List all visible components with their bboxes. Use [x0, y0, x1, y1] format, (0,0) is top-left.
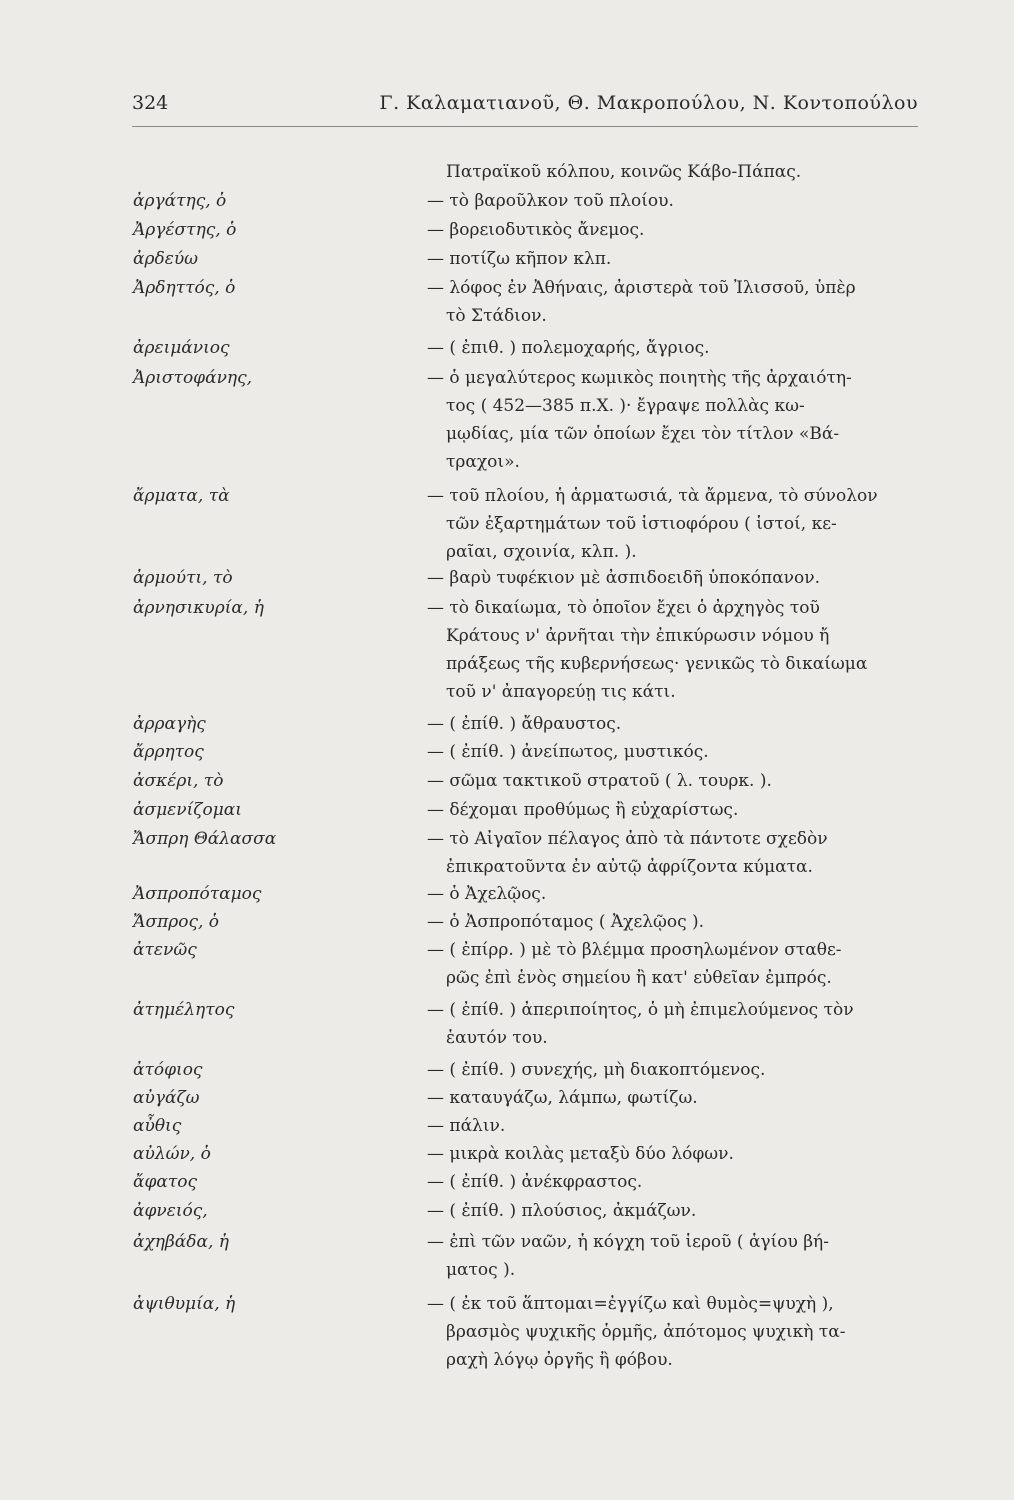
- headword: αὐγάζω: [133, 1088, 200, 1108]
- headword: Ἀργέστης, ὁ: [133, 220, 237, 240]
- definition: [427, 738, 932, 766]
- page-number: 324: [132, 92, 169, 114]
- headword: ἀρμούτι, τὸ: [133, 568, 233, 588]
- definition-line: — ἐπὶ τῶν ναῶν, ἡ κόγχη τοῦ ἱεροῦ ( ἁγίου βή-: [427, 1232, 829, 1252]
- headword: Ἄσπρος, ὁ: [133, 912, 220, 932]
- definition-line: τραχοι».: [446, 452, 520, 472]
- headword: ἀχηβάδα, ἡ: [133, 1232, 229, 1252]
- headword: ἄφατος: [133, 1172, 198, 1192]
- definition: [427, 1056, 932, 1084]
- definition-line: ἑαυτόν του.: [446, 1028, 548, 1048]
- definition-line: — ( ἐπίθ. ) ἄθραυστος.: [427, 714, 622, 734]
- definition: [427, 908, 932, 936]
- definition-line: — σῶμα τακτικοῦ στρατοῦ ( λ. τουρκ. ).: [427, 771, 772, 791]
- definition-line: — ὁ Ἀχελῷος.: [427, 884, 547, 904]
- headword: ἀρραγὴς: [133, 714, 206, 734]
- definition-line: — ( ἐπίρρ. ) μὲ τὸ βλέμμα προσηλωμένον σταθε-: [427, 940, 842, 960]
- definition-line: — τὸ βαροῦλκον τοῦ πλοίου.: [427, 191, 674, 211]
- headword: ἄρρητος: [133, 742, 204, 762]
- definition-line: Κράτους ν' ἀρνῆται τὴν ἐπικύρωσιν νόμου ἤ: [446, 626, 830, 646]
- definition: [427, 482, 932, 566]
- definition-line: — δέχομαι προθύμως ἢ εὐχαρίστως.: [427, 800, 739, 820]
- definition: [427, 1084, 932, 1112]
- definition: [427, 1140, 932, 1168]
- definition: [427, 1112, 932, 1140]
- definition-line: τὸ Στάδιον.: [446, 306, 547, 326]
- definition: [427, 1290, 932, 1374]
- definition: [427, 880, 932, 908]
- definition-line: ματος ).: [446, 1260, 516, 1280]
- definition-line: τοῦ ν' ἀπαγορεύῃ τις κάτι.: [446, 682, 676, 702]
- definition-line: — τοῦ πλοίου, ἡ ἁρματωσιά, τὰ ἄρμενα, τὸ σύνολον: [427, 486, 878, 506]
- definition-line: ρῶς ἐπὶ ἑνὸς σημείου ἢ κατ' εὐθεῖαν ἐμπρός.: [446, 968, 832, 988]
- definition-line: — τὸ δικαίωμα, τὸ ὁποῖον ἔχει ὁ ἀρχηγὸς τοῦ: [427, 598, 820, 618]
- definition-line: τος ( 452—385 π.Χ. )· ἔγραψε πολλὰς κω-: [446, 396, 805, 416]
- headword: ἀρδεύω: [133, 249, 199, 269]
- definition-line: — ποτίζω κῆπον κλπ.: [427, 249, 612, 269]
- definition-line: — μικρὰ κοιλὰς μεταξὺ δύο λόφων.: [427, 1144, 734, 1164]
- running-head: Γ. Καλαματιανοῦ, Θ. Μακροπούλου, Ν. Κοντοπούλου: [379, 92, 918, 114]
- definition-line: — πάλιν.: [427, 1116, 506, 1136]
- definition: [427, 274, 932, 330]
- headword: Ἄσπρη Θάλασσα: [133, 829, 277, 849]
- definition: [427, 216, 932, 244]
- definition: [427, 1197, 932, 1225]
- headword: ἀψιθυμία, ἡ: [133, 1294, 236, 1314]
- definition: [427, 364, 932, 476]
- definition-line: — καταυγάζω, λάμπω, φωτίζω.: [427, 1088, 698, 1108]
- definition: [427, 825, 932, 881]
- definition-line: τῶν ἐξαρτημάτων τοῦ ἱστιοφόρου ( ἱστοί, κε-: [446, 514, 837, 534]
- definition: [427, 245, 932, 273]
- headword: Ἀριστοφάνης,: [133, 368, 253, 388]
- definition: [427, 936, 932, 992]
- definition-line: — τὸ Αἰγαῖον πέλαγος ἀπὸ τὰ πάντοτε σχεδὸν: [427, 829, 828, 849]
- definition-line: — ( ἐπίθ. ) ἀπεριποίητος, ὁ μὴ ἐπιμελούμενος τὸν: [427, 1000, 854, 1020]
- definition-line: — ( ἐπίθ. ) ἀνέκφραστος.: [427, 1172, 643, 1192]
- definition: [427, 710, 932, 738]
- headword: ἀσμενίζομαι: [133, 800, 242, 820]
- definition: [427, 1228, 932, 1284]
- definition: [427, 594, 932, 706]
- headword: ἀρνησικυρία, ἡ: [133, 598, 264, 618]
- definition-line: — ( ἐπίθ. ) συνεχής, μὴ διακοπτόμενος.: [427, 1060, 766, 1080]
- definition-line: βρασμὸς ψυχικῆς ὁρμῆς, ἀπότομος ψυχικὴ τα-: [446, 1322, 846, 1342]
- definition: [427, 1168, 932, 1196]
- headword: ἀσκέρι, τὸ: [133, 771, 224, 791]
- headword: Ἀσπροπόταμος: [133, 884, 262, 904]
- definition: [427, 158, 932, 186]
- headword: ἄρματα, τὰ: [133, 486, 230, 506]
- definition: [427, 796, 932, 824]
- definition-line: ραῖαι, σχοινία, κλπ. ).: [446, 542, 637, 562]
- definition-line: — ( ἐπίθ. ) πλούσιος, ἀκμάζων.: [427, 1201, 697, 1221]
- definition: [427, 187, 932, 215]
- definition-line: — ( ἐπίθ. ) ἀνείπωτος, μυστικός.: [427, 742, 709, 762]
- headword: ἀργάτης, ὁ: [133, 191, 227, 211]
- headword: ἀτόφιος: [133, 1060, 203, 1080]
- headword: ἀρειμάνιος: [133, 338, 230, 358]
- definition: [427, 767, 932, 795]
- definition-line: — λόφος ἐν Ἀθήναις, ἀριστερὰ τοῦ Ἰλισσοῦ, ὑπὲρ: [427, 278, 856, 298]
- definition-line: ἐπικρατοῦντα ἐν αὐτῷ ἀφρίζοντα κύματα.: [446, 857, 813, 877]
- definition-line: — ( ἐπιθ. ) πολεμοχαρής, ἄγριος.: [427, 338, 710, 358]
- headword: ἀτενῶς: [133, 940, 197, 960]
- definition: [427, 564, 932, 592]
- definition-line: — ὁ μεγαλύτερος κωμικὸς ποιητὴς τῆς ἀρχαιότη-: [427, 368, 852, 388]
- headword: Ἀρδηττός, ὁ: [133, 278, 236, 298]
- definition-line: μῳδίας, μία τῶν ὁποίων ἔχει τὸν τίτλον «Βά-: [446, 424, 840, 444]
- definition-line: — βαρὺ τυφέκιον μὲ ἀσπιδοειδῆ ὑποκόπανον.: [427, 568, 820, 588]
- definition-line: πράξεως τῆς κυβερνήσεως· γενικῶς τὸ δικαίωμα: [446, 654, 868, 674]
- definition: [427, 334, 932, 362]
- definition-line: — βορειοδυτικὸς ἄνεμος.: [427, 220, 645, 240]
- headword: ἀφνειός,: [133, 1201, 208, 1221]
- definition: [427, 996, 932, 1052]
- headword: αὐλών, ὁ: [133, 1144, 211, 1164]
- definition-line: Πατραϊκοῦ κόλπου, κοινῶς Κάβο-Πάπας.: [446, 162, 802, 182]
- headword: αὖθις: [133, 1116, 182, 1136]
- headword: ἀτημέλητος: [133, 1000, 235, 1020]
- definition-line: ραχὴ λόγῳ ὀργῆς ἢ φόβου.: [446, 1350, 673, 1370]
- definition-line: — ( ἐκ τοῦ ἅπτομαι=ἐγγίζω καὶ θυμὸς=ψυχὴ ),: [427, 1294, 834, 1314]
- definition-line: — ὁ Ἀσπροπόταμος ( Ἀχελῷος ).: [427, 912, 705, 932]
